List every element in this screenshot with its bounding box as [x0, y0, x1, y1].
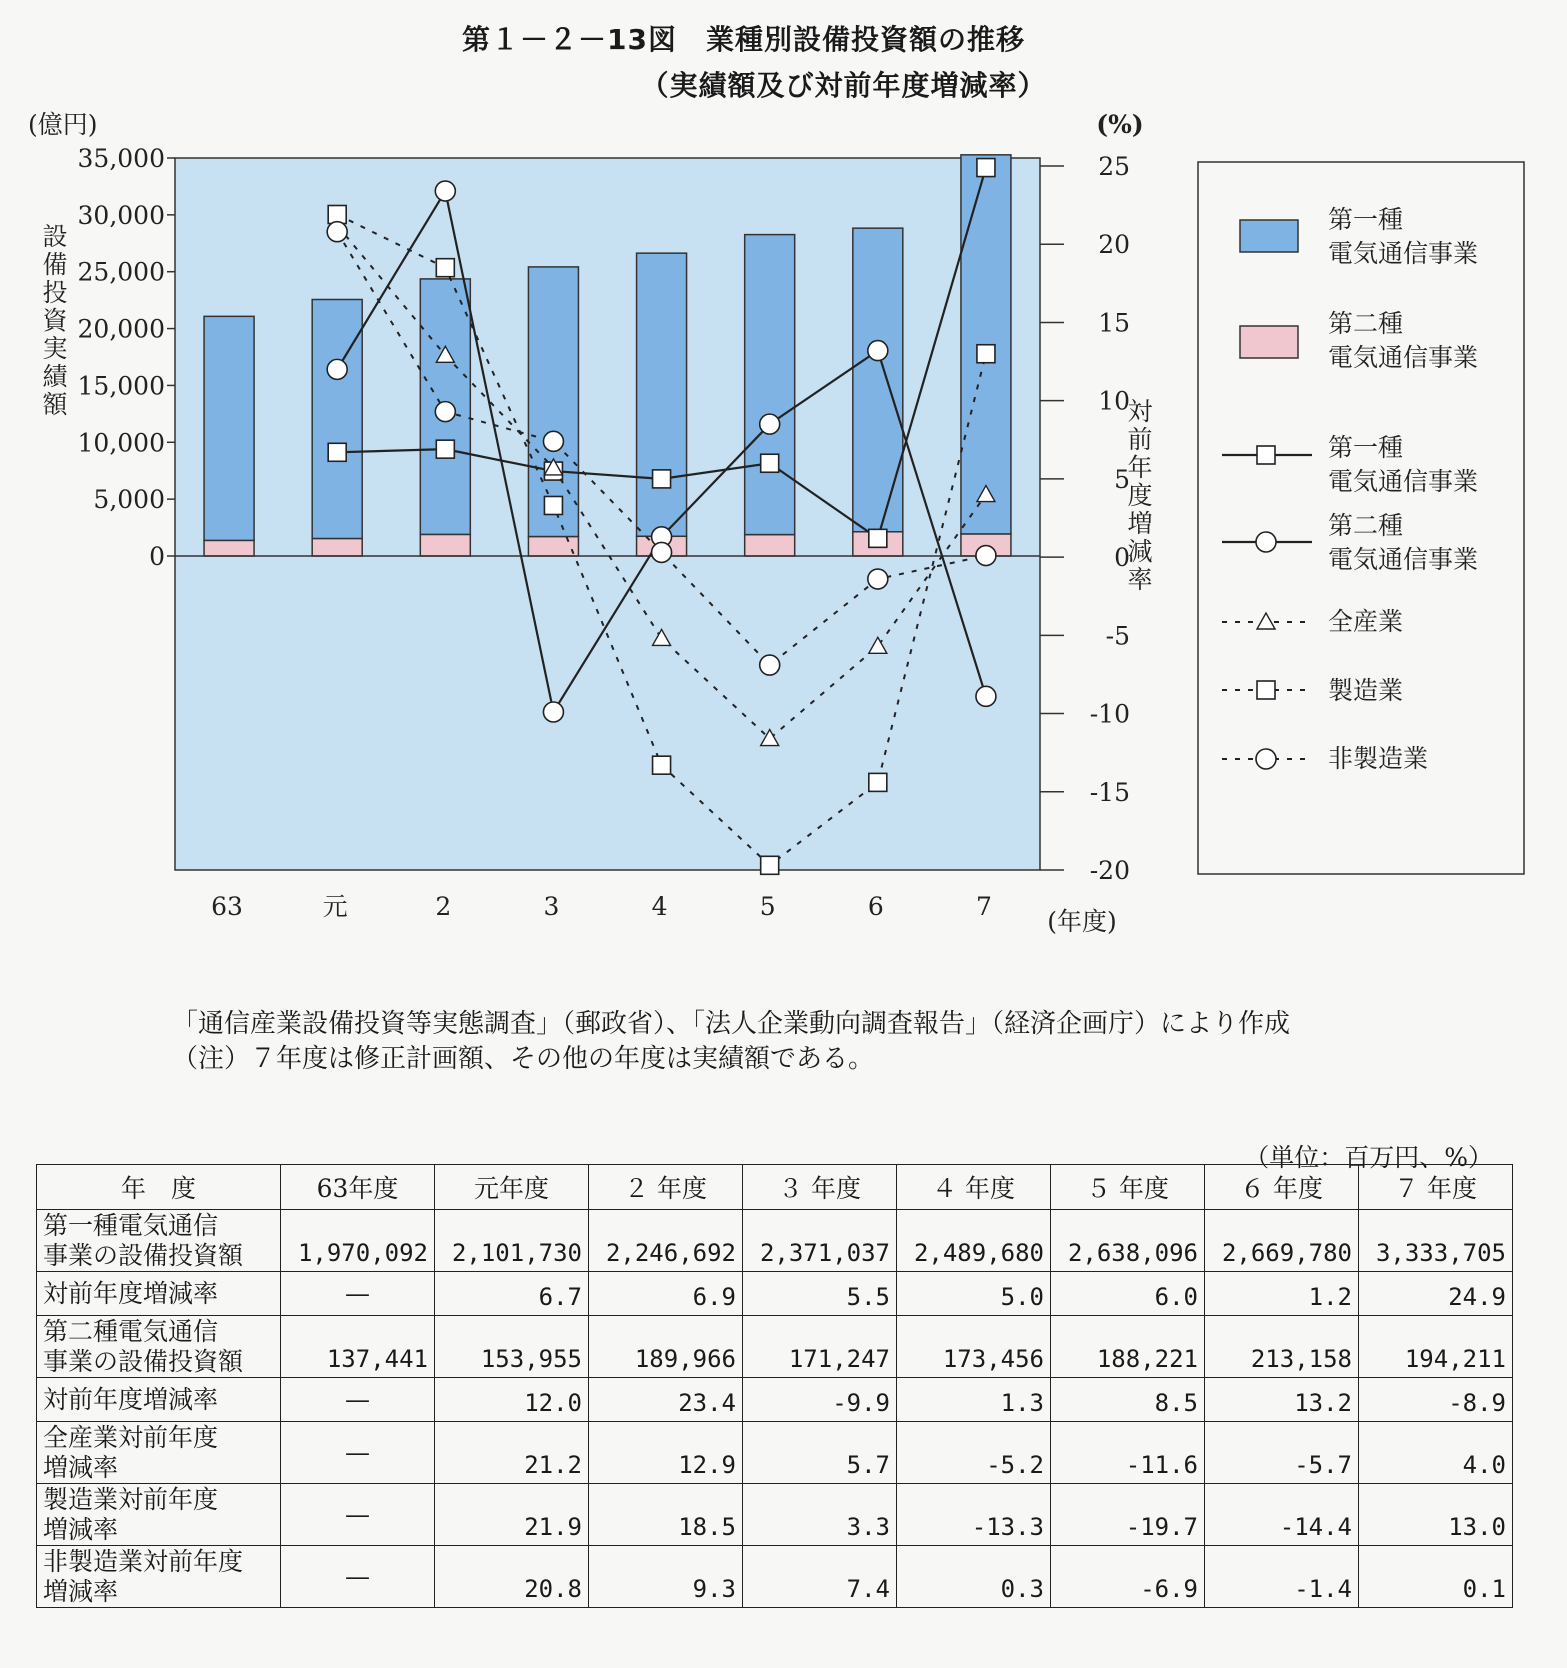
bar-type2 — [312, 538, 362, 556]
table-cell: 1.2 — [1205, 1272, 1359, 1316]
right-tick-label: 25 — [1098, 152, 1130, 181]
row-label-line: 第一種電気通信 — [43, 1210, 219, 1240]
x-tick-label: 5 — [759, 892, 776, 921]
legend-label-line-non-manufacturing: 非製造業 — [1328, 744, 1429, 773]
table-cell: 6.0 — [1051, 1272, 1205, 1316]
table-cell: 173,456 — [897, 1316, 1051, 1378]
left-tick-label: 10,000 — [77, 428, 165, 458]
table-cell: 194,211 — [1359, 1316, 1513, 1378]
right-tick-label: 20 — [1098, 230, 1130, 260]
table-cell: -5.7 — [1205, 1422, 1359, 1484]
table-cell: 23.4 — [589, 1378, 743, 1422]
row-label — [37, 1210, 281, 1272]
legend-label-line-all-industry: 全産業 — [1328, 607, 1404, 636]
row-label-line: 増減率 — [43, 1576, 119, 1606]
table-cell: -9.9 — [743, 1378, 897, 1422]
table-cell: — — [281, 1484, 435, 1546]
left-tick-label: 0 — [149, 542, 165, 571]
table-header-year: ３ 年度 — [743, 1165, 897, 1210]
line-non-manufacturing-point — [868, 569, 888, 589]
row-label-line: 事業の設備投資額 — [43, 1346, 244, 1376]
table-cell: 6.9 — [589, 1272, 743, 1316]
row-label-line: 第二種電気通信 — [43, 1316, 219, 1346]
row-label-line: 増減率 — [43, 1514, 119, 1544]
legend-label-line-type1: 第一種 — [1328, 433, 1404, 462]
line-type2-point — [327, 359, 347, 379]
row-label — [37, 1378, 281, 1422]
legend-label-line-type2: 電気通信事業 — [1328, 545, 1479, 574]
legend-swatch-bar2 — [1240, 326, 1298, 358]
bar-type1 — [853, 228, 903, 532]
table-cell: 24.9 — [1359, 1272, 1513, 1316]
bar-type2 — [745, 535, 795, 556]
x-tick-label: 2 — [435, 892, 452, 921]
row-label — [37, 1422, 281, 1484]
table-cell: 3.3 — [743, 1484, 897, 1546]
line-type1-point — [869, 529, 887, 547]
line-manufacturing-point — [761, 856, 779, 874]
right-tick-label: -15 — [1089, 777, 1130, 807]
table-unit: （単位：百万円、%） — [1244, 1143, 1493, 1172]
line-type1-point — [653, 470, 671, 488]
x-axis-unit: (年度) — [1047, 907, 1117, 936]
table-cell: 1.3 — [897, 1378, 1051, 1422]
legend-label-line-manufacturing: 製造業 — [1328, 676, 1404, 705]
table-header-row — [37, 1165, 1513, 1210]
line-type2-point — [760, 414, 780, 434]
line-type2-point — [868, 341, 888, 361]
chart-subtitle: （実績額及び対前年度増減率） — [640, 69, 1047, 102]
line-type2-point — [543, 702, 563, 722]
table-cell: 4.0 — [1359, 1422, 1513, 1484]
table-cell: 2,489,680 — [897, 1210, 1051, 1272]
table-header-year: 63年度 — [281, 1165, 435, 1210]
table-row — [37, 1210, 1513, 1272]
right-tick-label: 5 — [1114, 464, 1130, 494]
table-cell: 12.9 — [589, 1422, 743, 1484]
table-cell: 8.5 — [1051, 1378, 1205, 1422]
table-header-year: ２ 年度 — [589, 1165, 743, 1210]
right-tick-label: 10 — [1098, 386, 1130, 416]
right-tick-label: -5 — [1105, 621, 1130, 651]
chart — [0, 90, 1567, 950]
legend-label-line-type1: 電気通信事業 — [1328, 467, 1479, 496]
right-axis-label: 対前年度増減率 — [1127, 397, 1153, 594]
x-tick-label: 7 — [975, 892, 992, 921]
row-label — [37, 1272, 281, 1316]
x-tick-label: 63 — [211, 892, 243, 921]
left-tick-label: 5,000 — [93, 485, 165, 515]
row-label-line: 対前年度増減率 — [43, 1278, 219, 1308]
x-tick-label: 4 — [651, 892, 668, 921]
line-non-manufacturing-point — [543, 431, 563, 451]
row-label-line: 増減率 — [43, 1452, 119, 1482]
legend-label-line-type2: 第二種 — [1328, 511, 1404, 540]
legend-marker-line-type1 — [1257, 446, 1275, 464]
legend-label-bar2: 第二種 — [1328, 309, 1404, 338]
left-axis-unit: (億円) — [28, 110, 98, 139]
line-type2-point — [976, 686, 996, 706]
table-cell: 189,966 — [589, 1316, 743, 1378]
left-tick-label: 15,000 — [77, 371, 165, 401]
row-label — [37, 1316, 281, 1378]
table-cell: 5.0 — [897, 1272, 1051, 1316]
table-cell: -8.9 — [1359, 1378, 1513, 1422]
table-cell: 2,371,037 — [743, 1210, 897, 1272]
row-label-line: 非製造業対前年度 — [43, 1546, 244, 1576]
table-cell: -19.7 — [1051, 1484, 1205, 1546]
table-cell: 2,246,692 — [589, 1210, 743, 1272]
data-table — [36, 1164, 1513, 1608]
table-cell: 21.2 — [435, 1422, 589, 1484]
table-cell: 0.3 — [897, 1546, 1051, 1608]
left-tick-label: 20,000 — [77, 314, 165, 344]
table-cell: 188,221 — [1051, 1316, 1205, 1378]
table-cell: 21.9 — [435, 1484, 589, 1546]
x-tick-label: 6 — [867, 892, 884, 921]
line-manufacturing-point — [869, 773, 887, 791]
table-cell: -14.4 — [1205, 1484, 1359, 1546]
table-cell: 213,158 — [1205, 1316, 1359, 1378]
table-cell: 7.4 — [743, 1546, 897, 1608]
legend-label-bar1: 第一種 — [1328, 205, 1404, 234]
row-label — [37, 1546, 281, 1608]
left-tick-label: 30,000 — [77, 200, 165, 230]
bar-type1 — [637, 253, 687, 536]
table-cell: 137,441 — [281, 1316, 435, 1378]
row-label — [37, 1484, 281, 1546]
table-row — [37, 1484, 1513, 1546]
left-tick-label: 25,000 — [77, 257, 165, 287]
line-non-manufacturing-point — [327, 222, 347, 242]
table-row — [37, 1422, 1513, 1484]
left-tick-label: 35,000 — [77, 144, 165, 173]
line-manufacturing-point — [653, 756, 671, 774]
row-label-line: 製造業対前年度 — [43, 1484, 219, 1514]
table-cell: 5.5 — [743, 1272, 897, 1316]
row-label-line: 事業の設備投資額 — [43, 1240, 244, 1270]
right-tick-label: -20 — [1089, 856, 1130, 885]
line-type1-point — [761, 454, 779, 472]
line-non-manufacturing-point — [652, 542, 672, 562]
line-type1-point — [977, 159, 995, 177]
bar-type2 — [528, 537, 578, 556]
right-tick-label: 15 — [1098, 308, 1130, 338]
bar-type1 — [312, 299, 362, 538]
table-cell: 5.7 — [743, 1422, 897, 1484]
legend-swatch-bar1 — [1240, 220, 1298, 252]
table-header-year: ７ 年度 — [1359, 1165, 1513, 1210]
table-cell: 2,669,780 — [1205, 1210, 1359, 1272]
right-tick-label: -10 — [1089, 699, 1130, 729]
table-cell: 6.7 — [435, 1272, 589, 1316]
row-label-line: 対前年度増減率 — [43, 1384, 219, 1414]
table-header-label: 年 度 — [37, 1165, 281, 1210]
source-note: 「通信産業設備投資等実態調査」（郵政省）、「法人企業動向調査報告」（経済企画庁）により作成 — [172, 1009, 1291, 1039]
table-cell: 2,101,730 — [435, 1210, 589, 1272]
table-cell: 13.2 — [1205, 1378, 1359, 1422]
table-cell: -13.3 — [897, 1484, 1051, 1546]
table-cell: 3,333,705 — [1359, 1210, 1513, 1272]
line-type1-point — [436, 440, 454, 458]
table-cell: 1,970,092 — [281, 1210, 435, 1272]
table-header-year: ５ 年度 — [1051, 1165, 1205, 1210]
legend-marker-line-type2 — [1256, 532, 1276, 552]
table-cell: 12.0 — [435, 1378, 589, 1422]
table-cell: -11.6 — [1051, 1422, 1205, 1484]
table-row — [37, 1378, 1513, 1422]
line-manufacturing-point — [436, 259, 454, 277]
legend-label-bar1: 電気通信事業 — [1328, 239, 1479, 268]
table-cell: 18.5 — [589, 1484, 743, 1546]
table-cell: -5.2 — [897, 1422, 1051, 1484]
line-non-manufacturing-point — [435, 402, 455, 422]
table-cell: 9.3 — [589, 1546, 743, 1608]
remark-note: （注）７年度は修正計画額、その他の年度は実績額である。 — [172, 1044, 875, 1074]
line-non-manufacturing-point — [976, 546, 996, 566]
table-header-year: ６ 年度 — [1205, 1165, 1359, 1210]
chart-title: 第１－２－13図 業種別設備投資額の推移 — [462, 23, 1025, 56]
line-manufacturing-point — [977, 345, 995, 363]
bar-type2 — [204, 540, 254, 556]
table-cell: 0.1 — [1359, 1546, 1513, 1608]
bar-type1 — [204, 316, 254, 540]
table-header-year: 元年度 — [435, 1165, 589, 1210]
table-row — [37, 1316, 1513, 1378]
right-axis-unit: (%) — [1096, 110, 1144, 139]
plot-area — [175, 158, 1040, 870]
table-cell: -1.4 — [1205, 1546, 1359, 1608]
x-tick-label: 元 — [322, 892, 348, 921]
bar-type2 — [420, 534, 470, 556]
x-tick-label: 3 — [543, 892, 560, 921]
table-cell: — — [281, 1546, 435, 1608]
table-cell: -6.9 — [1051, 1546, 1205, 1608]
legend-label-bar2: 電気通信事業 — [1328, 343, 1479, 372]
table-body — [37, 1210, 1513, 1608]
legend-marker-line-non-manufacturing — [1256, 749, 1276, 769]
line-type1-point — [328, 443, 346, 461]
line-type2-point — [435, 181, 455, 201]
table-cell: — — [281, 1272, 435, 1316]
table-cell: 20.8 — [435, 1546, 589, 1608]
line-manufacturing-point — [328, 205, 346, 223]
legend-marker-line-manufacturing — [1257, 681, 1275, 699]
table-cell: 13.0 — [1359, 1484, 1513, 1546]
table-cell: 153,955 — [435, 1316, 589, 1378]
right-tick-label: 0 — [1114, 543, 1130, 573]
line-non-manufacturing-point — [760, 655, 780, 675]
table-row — [37, 1272, 1513, 1316]
table-cell: 171,247 — [743, 1316, 897, 1378]
table-cell: — — [281, 1422, 435, 1484]
table-header-year: ４ 年度 — [897, 1165, 1051, 1210]
table-row — [37, 1546, 1513, 1608]
row-label-line: 全産業対前年度 — [43, 1422, 219, 1452]
bar-type1 — [745, 235, 795, 535]
table-cell: 2,638,096 — [1051, 1210, 1205, 1272]
table-cell: — — [281, 1378, 435, 1422]
line-manufacturing-point — [544, 496, 562, 514]
left-axis-label: 設備投資実績額 — [42, 222, 68, 419]
